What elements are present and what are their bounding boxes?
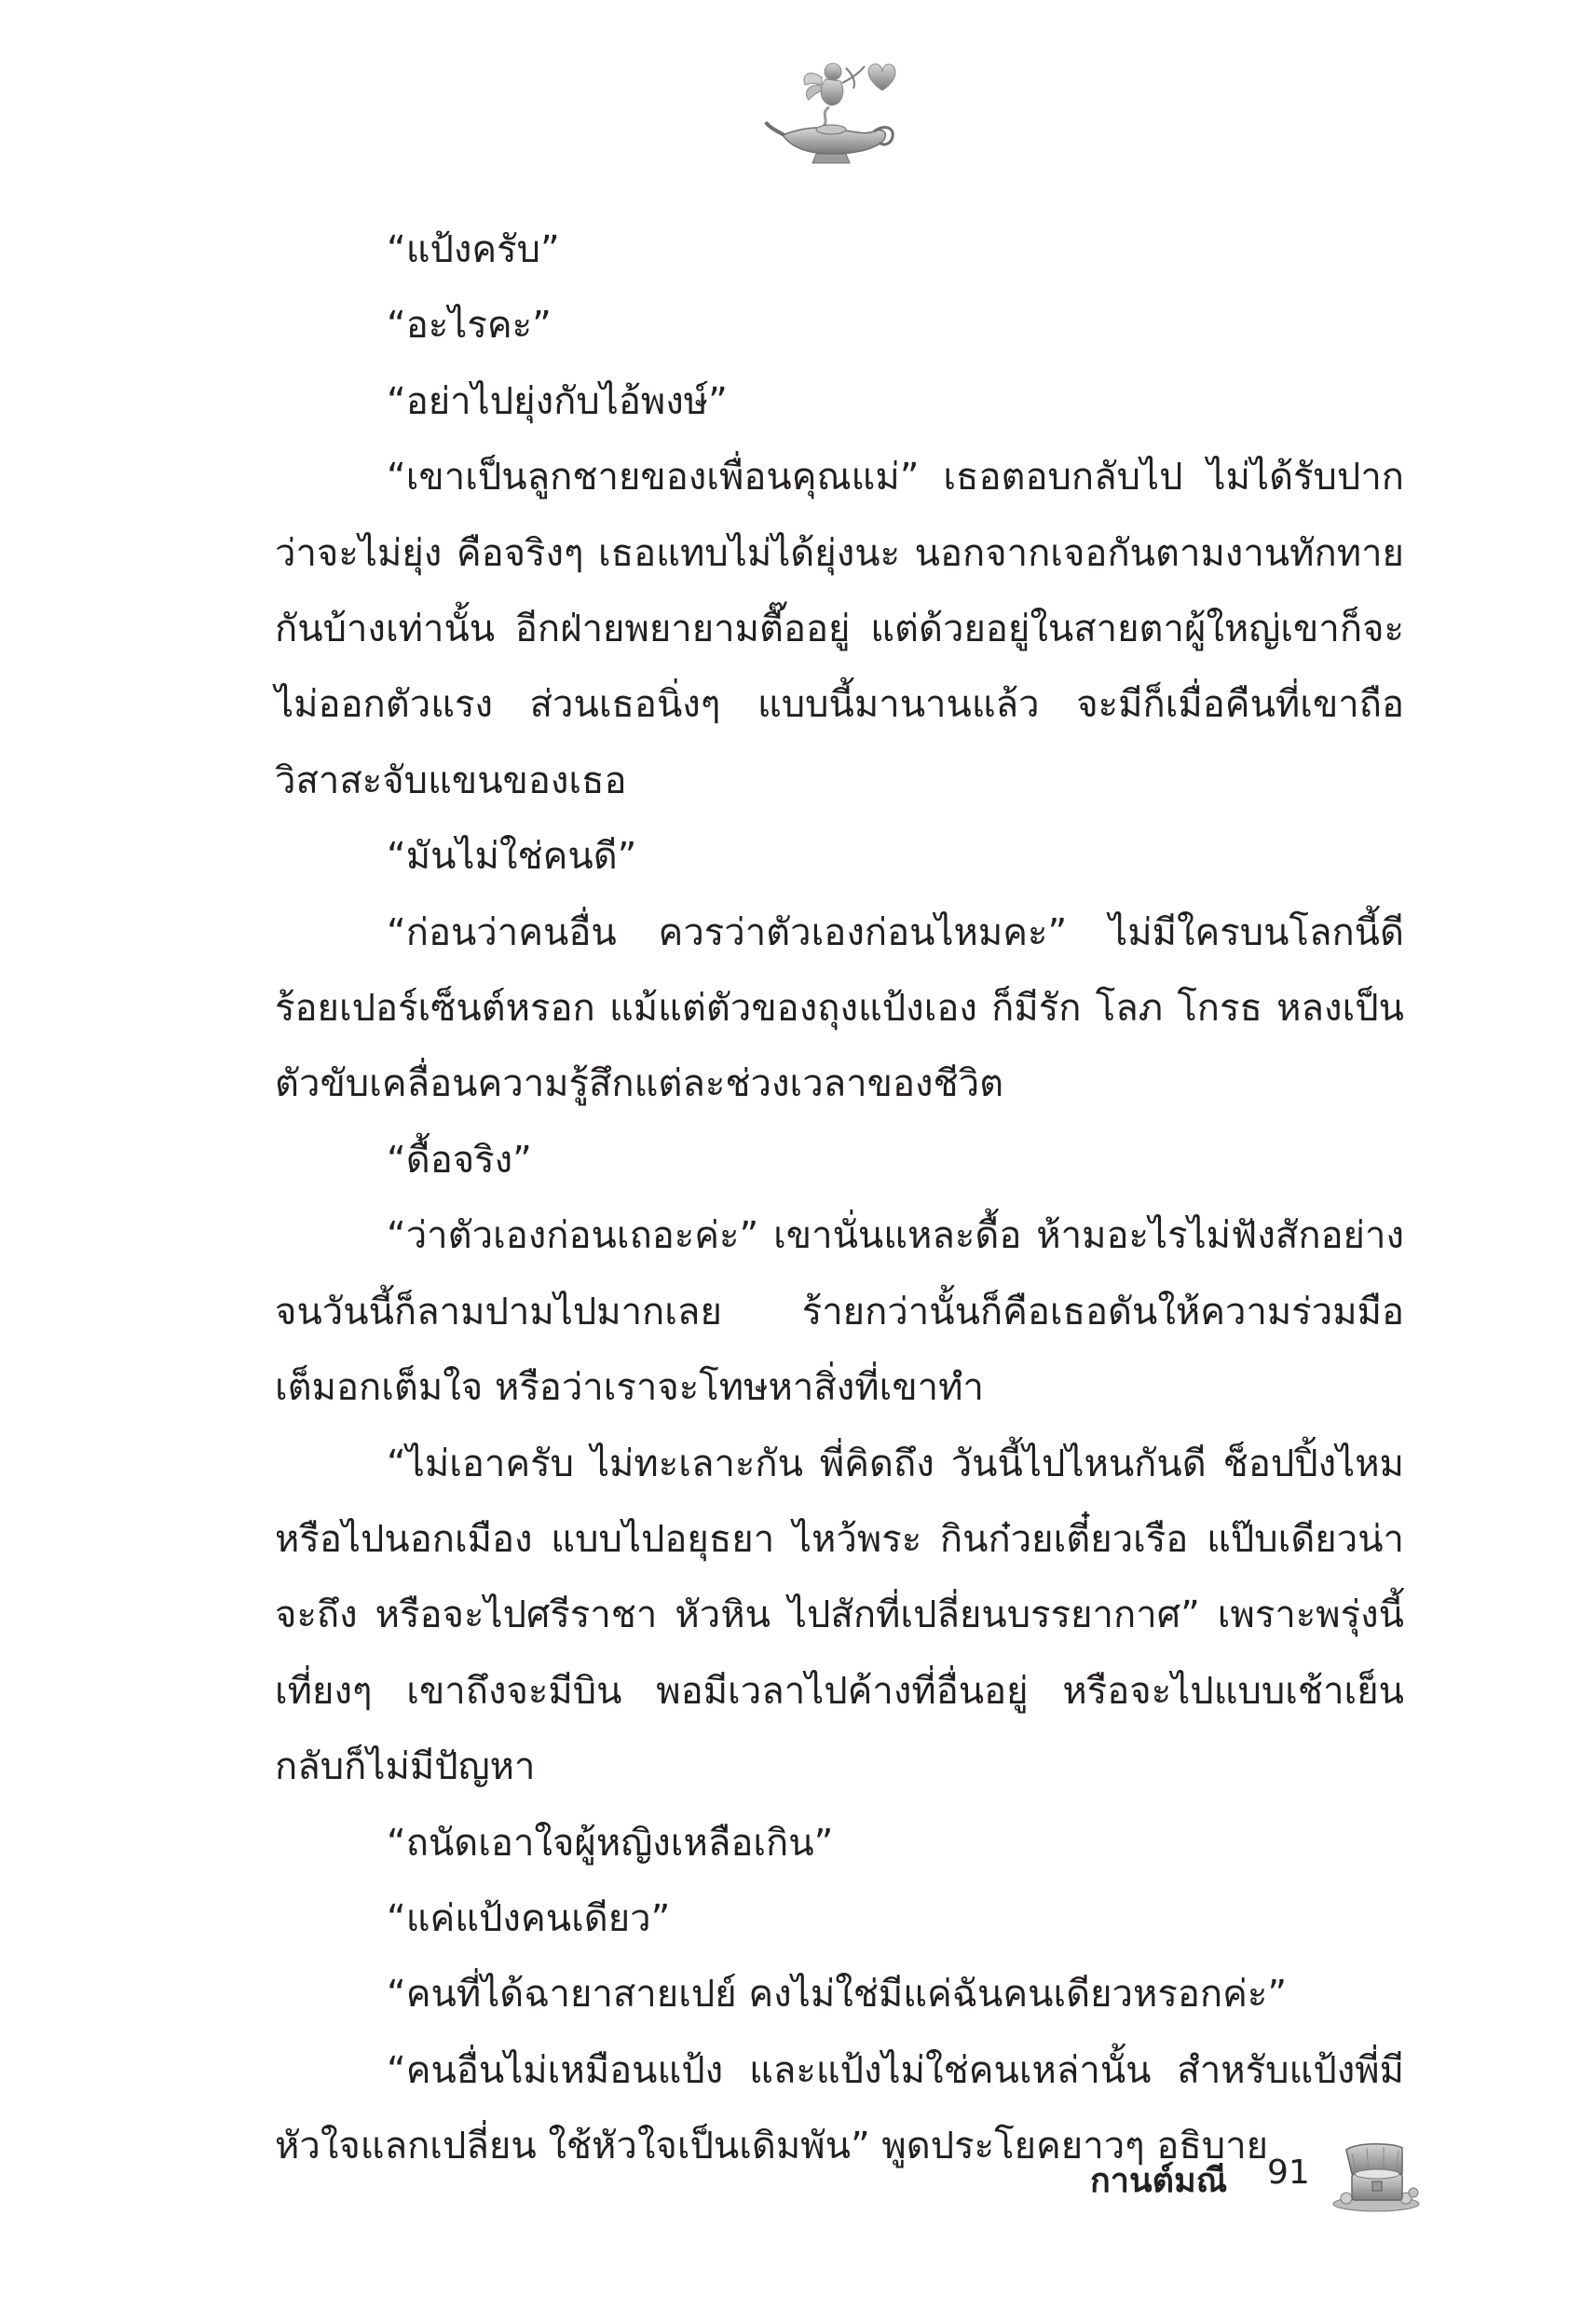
narrative-paragraph: “ไม่เอาครับ ไม่ทะเลาะกัน พี่คิดถึง วันนี้ไปไหนกันดี ช็อปปิ้งไหม หรือไปนอกเมือง แบบไปอยุธยา ไหว้พระ กินก๋วยเตี๋ยวเรือ แป๊บเดียวน่าจะถึง หรือจะไปศรีราชา หัวหิน ไปสักที่เปลี่ยนบรรยากาศ” เพราะพรุ่งนี้เที่ยงๆ เขาถึงจะมีบิน พอมีเวลาไปค้างที่อื่นอยู่ หรือจะไปแบบเช้าเย็นกลับก็ไม่มีปัญหา xyxy=(275,1442,1404,1789)
dialogue-line: “แค่แป้งคนเดียว” xyxy=(387,1896,671,1940)
dialogue-line: “แป้งครับ” xyxy=(387,228,560,271)
treasure-chest-icon xyxy=(1328,2139,1425,2213)
narrative-paragraph: “เขาเป็นลูกชายของเพื่อนคุณแม่” เธอตอบกลับไป ไม่ได้รับปากว่าจะไม่ยุ่ง คือจริงๆ เธอแทบไม่ได้ยุ่งนะ นอกจากเจอกันตามงานทักทายกันบ้างเท่านั้น อีกฝ่ายพยายามตื๊ออยู่ แต่ด้วยอยู่ในสายตาผู้ใหญ่เขาก็จะไม่ออกตัวแรง ส่วนเธอนิ่งๆ แบบนี้มานานแล้ว จะมีก็เมื่อคืนที่เขาถือวิสาสะจับแขนของเธอ xyxy=(275,456,1404,802)
dialogue-line: “มันไม่ใช่คนดี” xyxy=(387,835,637,879)
dialogue-line: “ถนัดเอาใจผู้หญิงเหลือเกิน” xyxy=(387,1821,834,1865)
narrative-paragraph: “ว่าตัวเองก่อนเถอะค่ะ” เขานั่นแหละดื้อ ห้ามอะไรไม่ฟังสักอย่างจนวันนี้ก็ลามปามไปมากเลย ร้ายกว่านั้นก็คือเธอดันให้ความร่วมมือเต็มอกเต็มใจ หรือว่าเราจะโทษหาสิ่งที่เขาทำ xyxy=(275,1214,1404,1410)
dialogue-line: “อะไรคะ” xyxy=(387,304,552,348)
page-number: 91 xyxy=(1267,2154,1310,2192)
dialogue-line: “คนที่ได้ฉายาสายเปย์ คงไม่ใช่มีแค่ฉันคนเดียวหรอกค่ะ” xyxy=(387,1973,1288,2017)
book-title: กานต์มณี xyxy=(1090,2162,1228,2200)
narrative-paragraph: “คนอื่นไม่เหมือนแป้ง และแป้งไม่ใช่คนเหล่านั้น สำหรับแป้งพี่มีหัวใจแลกเปลี่ยน ใช้หัวใจเป็นเดิมพัน” พูดประโยคยาวๆ อธิบาย xyxy=(275,2048,1404,2168)
page-footer xyxy=(0,2139,1596,2222)
cupid-genie-lamp-icon xyxy=(764,51,904,168)
dialogue-line: “อย่าไปยุ่งกับไอ้พงษ์” xyxy=(387,379,728,423)
novel-body-text xyxy=(275,212,1404,2185)
narrative-paragraph: “ก่อนว่าคนอื่น ควรว่าตัวเองก่อนไหมคะ” ไม่มีใครบนโลกนี้ดีร้อยเปอร์เซ็นต์หรอก แม้แต่ตัวของถุงแป้งเอง ก็มีรัก โลภ โกรธ หลงเป็นตัวขับเคลื่อนความรู้สึกแต่ละช่วงเวลาของชีวิต xyxy=(275,910,1404,1106)
dialogue-line: “ดื้อจริง” xyxy=(387,1138,532,1182)
